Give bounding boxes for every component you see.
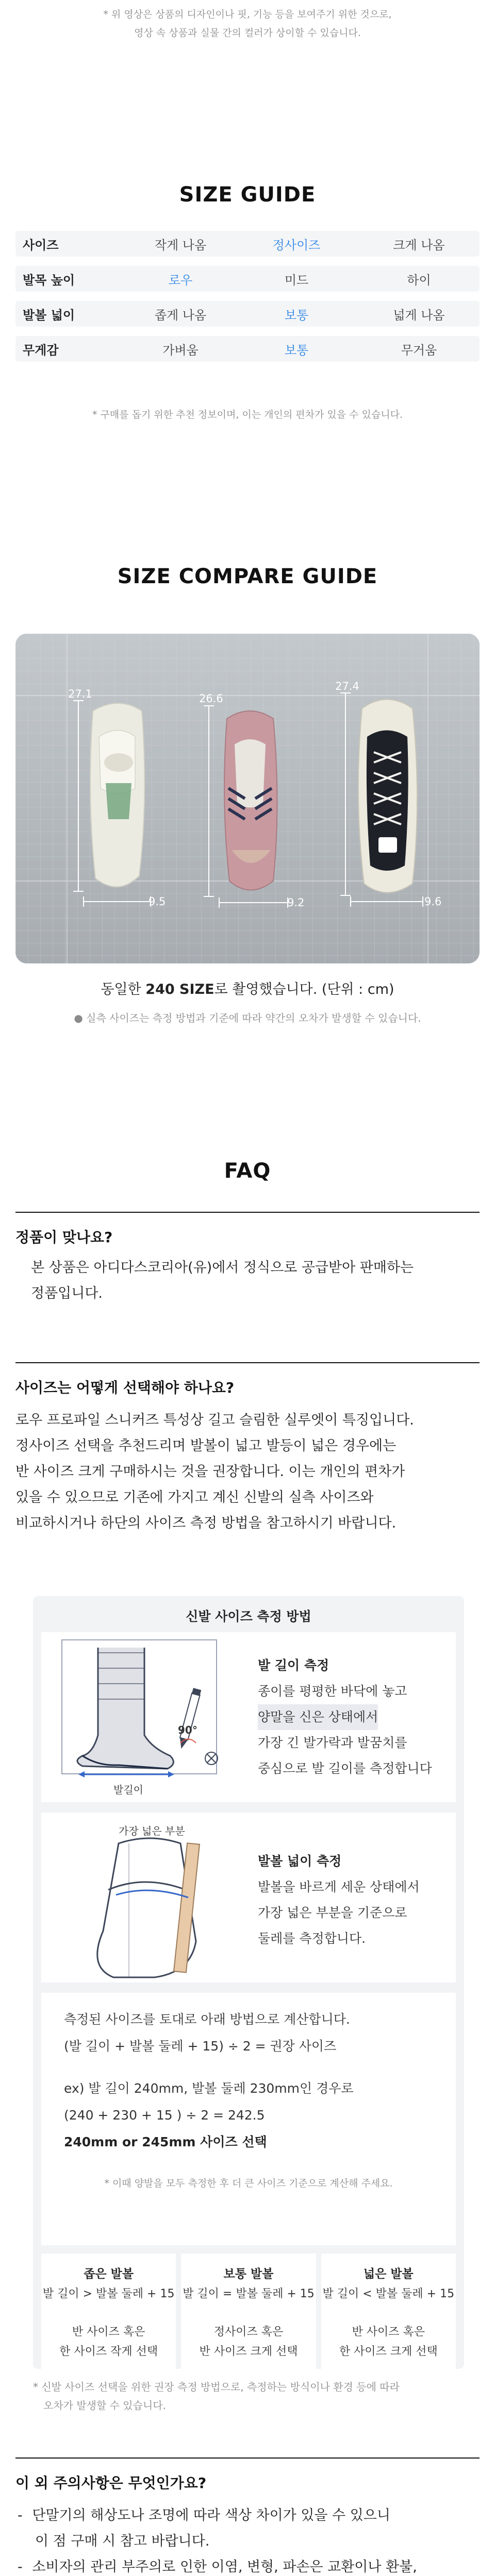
foot-length-line: 종이를 평평한 바닥에 놓고 xyxy=(258,1684,407,1699)
size-guide-cell: 미드 xyxy=(284,273,309,287)
foot-length-line: 양말을 신은 상태에서 xyxy=(258,1704,378,1730)
size-guide-cell: 정사이즈 xyxy=(272,238,321,252)
card-rec: 한 사이즈 작게 선택 xyxy=(59,2345,158,2358)
faq-item-caution xyxy=(15,2458,480,2576)
size-guide-row-label: 발목 높이 xyxy=(23,273,75,287)
card-title: 보통 발볼 xyxy=(223,2267,274,2281)
foot-length-line: 중심으로 발 길이를 측정합니다 xyxy=(258,1761,432,1776)
calc-line: 측정된 사이즈를 토대로 아래 방법으로 계산합니다. xyxy=(64,2012,350,2027)
calc-line: (발 길이 + 발볼 둘레 + 15) ÷ 2 = 권장 사이즈 xyxy=(64,2039,337,2054)
foot-width-title: 발볼 넓이 측정 xyxy=(258,1854,342,1869)
measure-bottom-note xyxy=(33,2378,464,2415)
caption-pre: 동일한 xyxy=(101,981,146,997)
video-disclaimer xyxy=(0,0,495,42)
faq-answer-line: 반 사이즈 크게 구매하시는 것을 권장합니다. 이는 개인의 편차가 xyxy=(15,1464,405,1480)
faq-question: 사이즈는 어떻게 선택해야 하나요? xyxy=(15,1379,235,1396)
example-line: ex) 발 길이 240mm, 발볼 둘레 230mm인 경우로 xyxy=(64,2081,354,2096)
size-guide-row xyxy=(15,336,480,362)
size-guide-cell: 로우 xyxy=(168,273,193,287)
faq-divider xyxy=(15,2458,480,2459)
caution-line: 이 점 구매 시 참고 바랍니다. xyxy=(35,2533,210,2549)
size-guide-cell: 넓게 나옴 xyxy=(393,308,445,323)
card-title: 좁은 발볼 xyxy=(84,2267,134,2281)
faq-divider xyxy=(15,1362,480,1363)
normal-foot-card xyxy=(181,2253,316,2377)
foot-width-section xyxy=(41,1812,456,1982)
card-formula: 발 길이 > 발볼 둘레 + 15 xyxy=(42,2287,175,2300)
size-guide-row-label: 무게감 xyxy=(23,343,59,358)
size-guide-title: SIZE GUIDE xyxy=(179,183,316,207)
card-rec: 한 사이즈 크게 선택 xyxy=(339,2345,438,2358)
size-guide-row-label: 발볼 넓이 xyxy=(23,308,75,323)
wide-foot-card xyxy=(321,2253,456,2377)
foot-length-line: 가장 긴 발가락과 발꿈치를 xyxy=(258,1735,407,1750)
foot-width-types xyxy=(41,2253,456,2377)
measure-guide-title: 신발 사이즈 측정 방법 xyxy=(186,1609,311,1624)
card-formula: 발 길이 = 발볼 둘레 + 15 xyxy=(183,2287,315,2300)
video-disclaimer-line: 영상 속 상품과 실물 간의 컬러가 상이할 수 있습니다. xyxy=(134,27,361,39)
video-disclaimer-line: * 위 영상은 상품의 디자인이나 핏, 기능 등을 보여주기 위한 것으로, xyxy=(103,9,392,20)
shoe-width-label: 9.5 xyxy=(148,895,166,908)
faq-item-size xyxy=(15,1362,480,1536)
measure-bottom-note-line: * 신발 사이즈 선택을 위한 권장 측정 방법으로, 측정하는 방식이나 환경 등에 따라 xyxy=(33,2381,400,2393)
foot-length-label: 발길이 xyxy=(113,1784,143,1796)
faq-title: FAQ xyxy=(224,1159,271,1183)
shoe-length-label: 27.1 xyxy=(68,688,92,700)
shoe-length-label: 26.6 xyxy=(199,692,223,705)
caution-item xyxy=(15,2554,480,2576)
card-rec: 반 사이즈 혹은 xyxy=(352,2326,425,2338)
calc-note: * 이때 양발을 모두 측정한 후 더 큰 사이즈 기준으로 계산해 주세요. xyxy=(104,2178,393,2189)
size-guide-row-label: 사이즈 xyxy=(23,238,59,252)
size-guide-cell: 작게 나옴 xyxy=(154,238,207,252)
size-guide-cell: 보통 xyxy=(284,308,309,323)
faq-answer-line: 로우 프로파일 스니커즈 특성상 길고 슬림한 실루엣이 특징입니다. xyxy=(15,1412,414,1428)
caution-list xyxy=(15,2503,480,2576)
shoe-width-label: 9.6 xyxy=(424,895,442,908)
foot-width-line: 발볼을 바르게 세운 상태에서 xyxy=(258,1879,420,1894)
card-rec: 정사이즈 혹은 xyxy=(213,2326,284,2338)
measure-bottom-note-line: 오차가 발생할 수 있습니다. xyxy=(43,2399,166,2412)
shoes-comparison-image xyxy=(15,634,480,963)
size-guide-table xyxy=(15,231,480,371)
caution-item xyxy=(15,2503,480,2529)
card-rec: 반 사이즈 혹은 xyxy=(72,2326,145,2338)
faq-answer-line: 정품입니다. xyxy=(31,1285,103,1301)
faq-answer-line: 본 상품은 아디다스코리아(유)에서 정식으로 공급받아 판매하는 xyxy=(31,1260,414,1276)
faq-answer-line: 있을 수 있으므로 기존에 가지고 계신 신발의 실측 사이즈와 xyxy=(15,1489,374,1505)
example-result: 240mm or 245mm 사이즈 선택 xyxy=(64,2134,267,2149)
angle-label: 90° xyxy=(178,1724,197,1736)
size-calculation xyxy=(41,1993,456,2245)
size-guide-row xyxy=(15,231,480,257)
bullet: - xyxy=(18,2507,23,2523)
card-formula: 발 길이 < 발볼 둘레 + 15 xyxy=(322,2287,455,2300)
example-line: (240 + 230 + 15 ) ÷ 2 = 242.5 xyxy=(64,2108,265,2123)
caution-line: 단말기의 해상도나 조명에 따라 색상 차이가 있을 수 있으니 xyxy=(32,2507,390,2523)
size-guide-cell: 크게 나옴 xyxy=(393,238,445,252)
size-guide-note: * 구매를 돕기 위한 추천 정보이며, 이는 개인의 편차가 있을 수 있습니다. xyxy=(92,409,403,420)
faq-answer xyxy=(15,1408,480,1536)
faq-answer-line: 정사이즈 선택을 추천드리며 발볼이 넓고 발등이 넓은 경우에는 xyxy=(15,1438,397,1454)
faq-question: 이 외 주의사항은 무엇인가요? xyxy=(15,2475,207,2492)
size-guide-cell: 가벼움 xyxy=(162,343,199,358)
size-guide-cell: 무거움 xyxy=(401,343,437,358)
widest-part-label: 가장 넓은 부분 xyxy=(119,1825,185,1837)
narrow-foot-card xyxy=(41,2253,176,2377)
faq-divider xyxy=(15,1212,480,1213)
caption-post: 로 촬영했습니다. (단위 : cm) xyxy=(214,981,394,997)
faq-answer xyxy=(15,1255,480,1307)
compare-note: ● 실측 사이즈는 측정 방법과 기준에 따라 약간의 오차가 발생할 수 있습니다. xyxy=(74,1012,421,1024)
foot-length-section xyxy=(41,1632,456,1802)
bullet: - xyxy=(18,2559,23,2575)
foot-width-line: 둘레를 측정합니다. xyxy=(258,1931,366,1946)
measure-guide-card xyxy=(33,1596,464,2369)
card-title: 넓은 발볼 xyxy=(363,2267,414,2281)
foot-length-illustration xyxy=(41,1632,248,1802)
faq-item-authentic xyxy=(15,1212,480,1307)
foot-width-illustration xyxy=(41,1812,248,1982)
size-compare-photo xyxy=(15,634,480,963)
size-guide-row xyxy=(15,301,480,327)
foot-width-text xyxy=(258,1849,420,1952)
photo-caption xyxy=(0,978,495,998)
shoe-length-label: 27.4 xyxy=(335,680,359,692)
card-rec: 반 사이즈 크게 선택 xyxy=(199,2345,298,2358)
shoe-width-label: 9.2 xyxy=(287,896,305,909)
faq-question: 정품이 맞나요? xyxy=(15,1229,113,1246)
caution-line: 소비자의 관리 부주의로 인한 이염, 변형, 파손은 교환이나 환불, xyxy=(32,2559,417,2575)
size-compare-title: SIZE COMPARE GUIDE xyxy=(117,565,378,588)
faq-answer-line: 비교하시거나 하단의 사이즈 측정 방법을 참고하시기 바랍니다. xyxy=(15,1515,397,1531)
size-guide-row xyxy=(15,266,480,292)
size-guide-cell: 좁게 나옴 xyxy=(154,308,207,323)
foot-length-text xyxy=(258,1653,432,1782)
size-guide-cell: 하이 xyxy=(407,273,431,287)
caption-size: 240 SIZE xyxy=(145,981,214,997)
foot-length-title: 발 길이 측정 xyxy=(258,1658,329,1673)
size-guide-cell: 보통 xyxy=(284,343,309,358)
foot-width-line: 가장 넓은 부분을 기준으로 xyxy=(258,1905,407,1920)
